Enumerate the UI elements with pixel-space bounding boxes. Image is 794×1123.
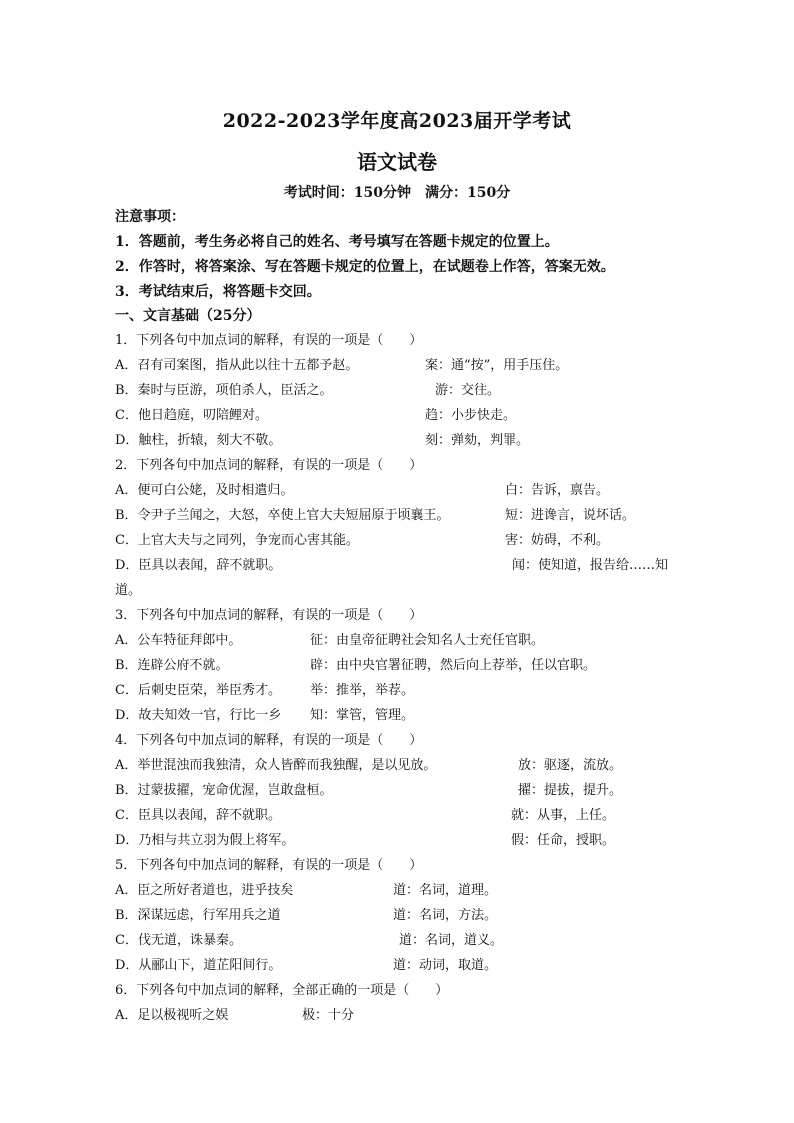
option-gloss: 案：通“按”，用手压住。 <box>425 358 569 373</box>
option-text: B．令尹子兰闻之，大怒，卒使上官大夫短屈原于顷襄王。 <box>115 508 450 523</box>
exam-title: 2022-2023学年度高2023届开学考试 <box>222 110 572 132</box>
question-stem: 5．下列各句中加点词的解释，有误的一项是（ ） <box>115 858 423 873</box>
option-gloss: 害：妨碍，不利。 <box>505 533 610 548</box>
option-text: A．足以极视听之娱 <box>115 1008 229 1023</box>
notice-heading: 注意事项： <box>115 209 185 225</box>
notice-item: 1．答题前，考生务必将自己的姓名、考号填写在答题卡规定的位置上。 <box>115 234 559 250</box>
option-gloss: 游：交往。 <box>435 383 501 398</box>
section-heading: 一、文言基础（25分） <box>115 308 261 324</box>
question-stem: 1．下列各句中加点词的解释，有误的一项是（ ） <box>115 333 423 348</box>
option-gloss: 知：掌管，管理。 <box>310 708 415 723</box>
question-stem: 4．下列各句中加点词的解释，有误的一项是（ ） <box>115 733 423 748</box>
option-text: A．公车特征拜郎中。 <box>115 633 242 648</box>
full-score: 满分：150分 <box>425 185 511 201</box>
option-text: B．过蒙拔擢，宠命优渥，岂敢盘桓。 <box>115 783 333 798</box>
option-text: D．触柱，折辕，刻大不敬。 <box>115 433 282 448</box>
exam-meta <box>0 182 794 202</box>
option-gloss: 就：从事，上任。 <box>511 808 616 823</box>
option-gloss: 放：驱逐，流放。 <box>518 758 623 773</box>
option-text: D．从郦山下，道芷阳间行。 <box>115 958 282 973</box>
notice-item: 2．作答时，将答案涂、写在答题卡规定的位置上，在试题卷上作答，答案无效。 <box>115 259 615 275</box>
exam-time: 考试时间：150分钟 <box>283 185 411 201</box>
option-text: A．召有司案图，指从此以往十五都予赵。 <box>115 358 359 373</box>
option-gloss: 辟：由中央官署征聘，然后向上荐举，任以官职。 <box>310 658 597 673</box>
option-gloss: 趋：小步快走。 <box>425 408 517 423</box>
option-gloss: 道：名词，方法。 <box>393 908 498 923</box>
option-gloss: 征：由皇帝征聘社会知名人士充任官职。 <box>310 633 545 648</box>
option-text: D．故夫知效一官，行比一乡 <box>115 708 282 723</box>
option-gloss-wrap: 道。 <box>115 583 142 598</box>
option-gloss: 短：进谗言，说坏话。 <box>505 508 636 523</box>
option-text: D．臣具以表闻，辞不就职。 <box>115 558 282 573</box>
option-gloss: 白：告诉，禀告。 <box>505 483 610 498</box>
option-gloss: 道：动词，取道。 <box>393 958 498 973</box>
option-gloss: 擢：提拔，提升。 <box>518 783 623 798</box>
option-gloss: 刻：弹劾，判罪。 <box>425 433 530 448</box>
option-text: C．后刺史臣荣，举臣秀才。 <box>115 683 281 698</box>
option-gloss: 道：名词，道义。 <box>399 933 504 948</box>
option-gloss: 极：十分 <box>302 1008 355 1023</box>
option-text: C．他日趋庭，叨陪鲤对。 <box>115 408 268 423</box>
option-gloss: 道：名词，道理。 <box>393 883 498 898</box>
option-gloss: 闻：使知道，报告给……知 <box>512 558 669 573</box>
option-text: A．举世混浊而我独清，众人皆醉而我独醒，是以见放。 <box>115 758 437 773</box>
option-text: C．臣具以表闻，辞不就职。 <box>115 808 281 823</box>
question-stem: 6．下列各句中加点词的解释，全部正确的一项是（ ） <box>115 983 449 998</box>
option-text: C．上官大夫与之同列，争宠而心害其能。 <box>115 533 359 548</box>
option-text: D．乃相与共立羽为假上将军。 <box>115 833 295 848</box>
option-text: C．伐无道，诛暴秦。 <box>115 933 242 948</box>
option-text: B．秦时与臣游，项伯杀人，臣活之。 <box>115 383 333 398</box>
question-stem: 3．下列各句中加点词的解释，有误的一项是（ ） <box>115 608 423 623</box>
option-text: B．连辟公府不就。 <box>115 658 229 673</box>
option-gloss: 假：任命，授职。 <box>511 833 616 848</box>
exam-subtitle: 语文试卷 <box>357 150 437 174</box>
option-text: A．臣之所好者道也，进乎技矣 <box>115 883 294 898</box>
option-gloss: 举：推举，举荐。 <box>310 683 415 698</box>
notice-item: 3．考试结束后，将答题卡交回。 <box>115 284 321 300</box>
option-text: B．深谋远虑，行军用兵之道 <box>115 908 281 923</box>
option-text: A．便可白公姥，及时相遣归。 <box>115 483 294 498</box>
question-stem: 2．下列各句中加点词的解释，有误的一项是（ ） <box>115 458 423 473</box>
